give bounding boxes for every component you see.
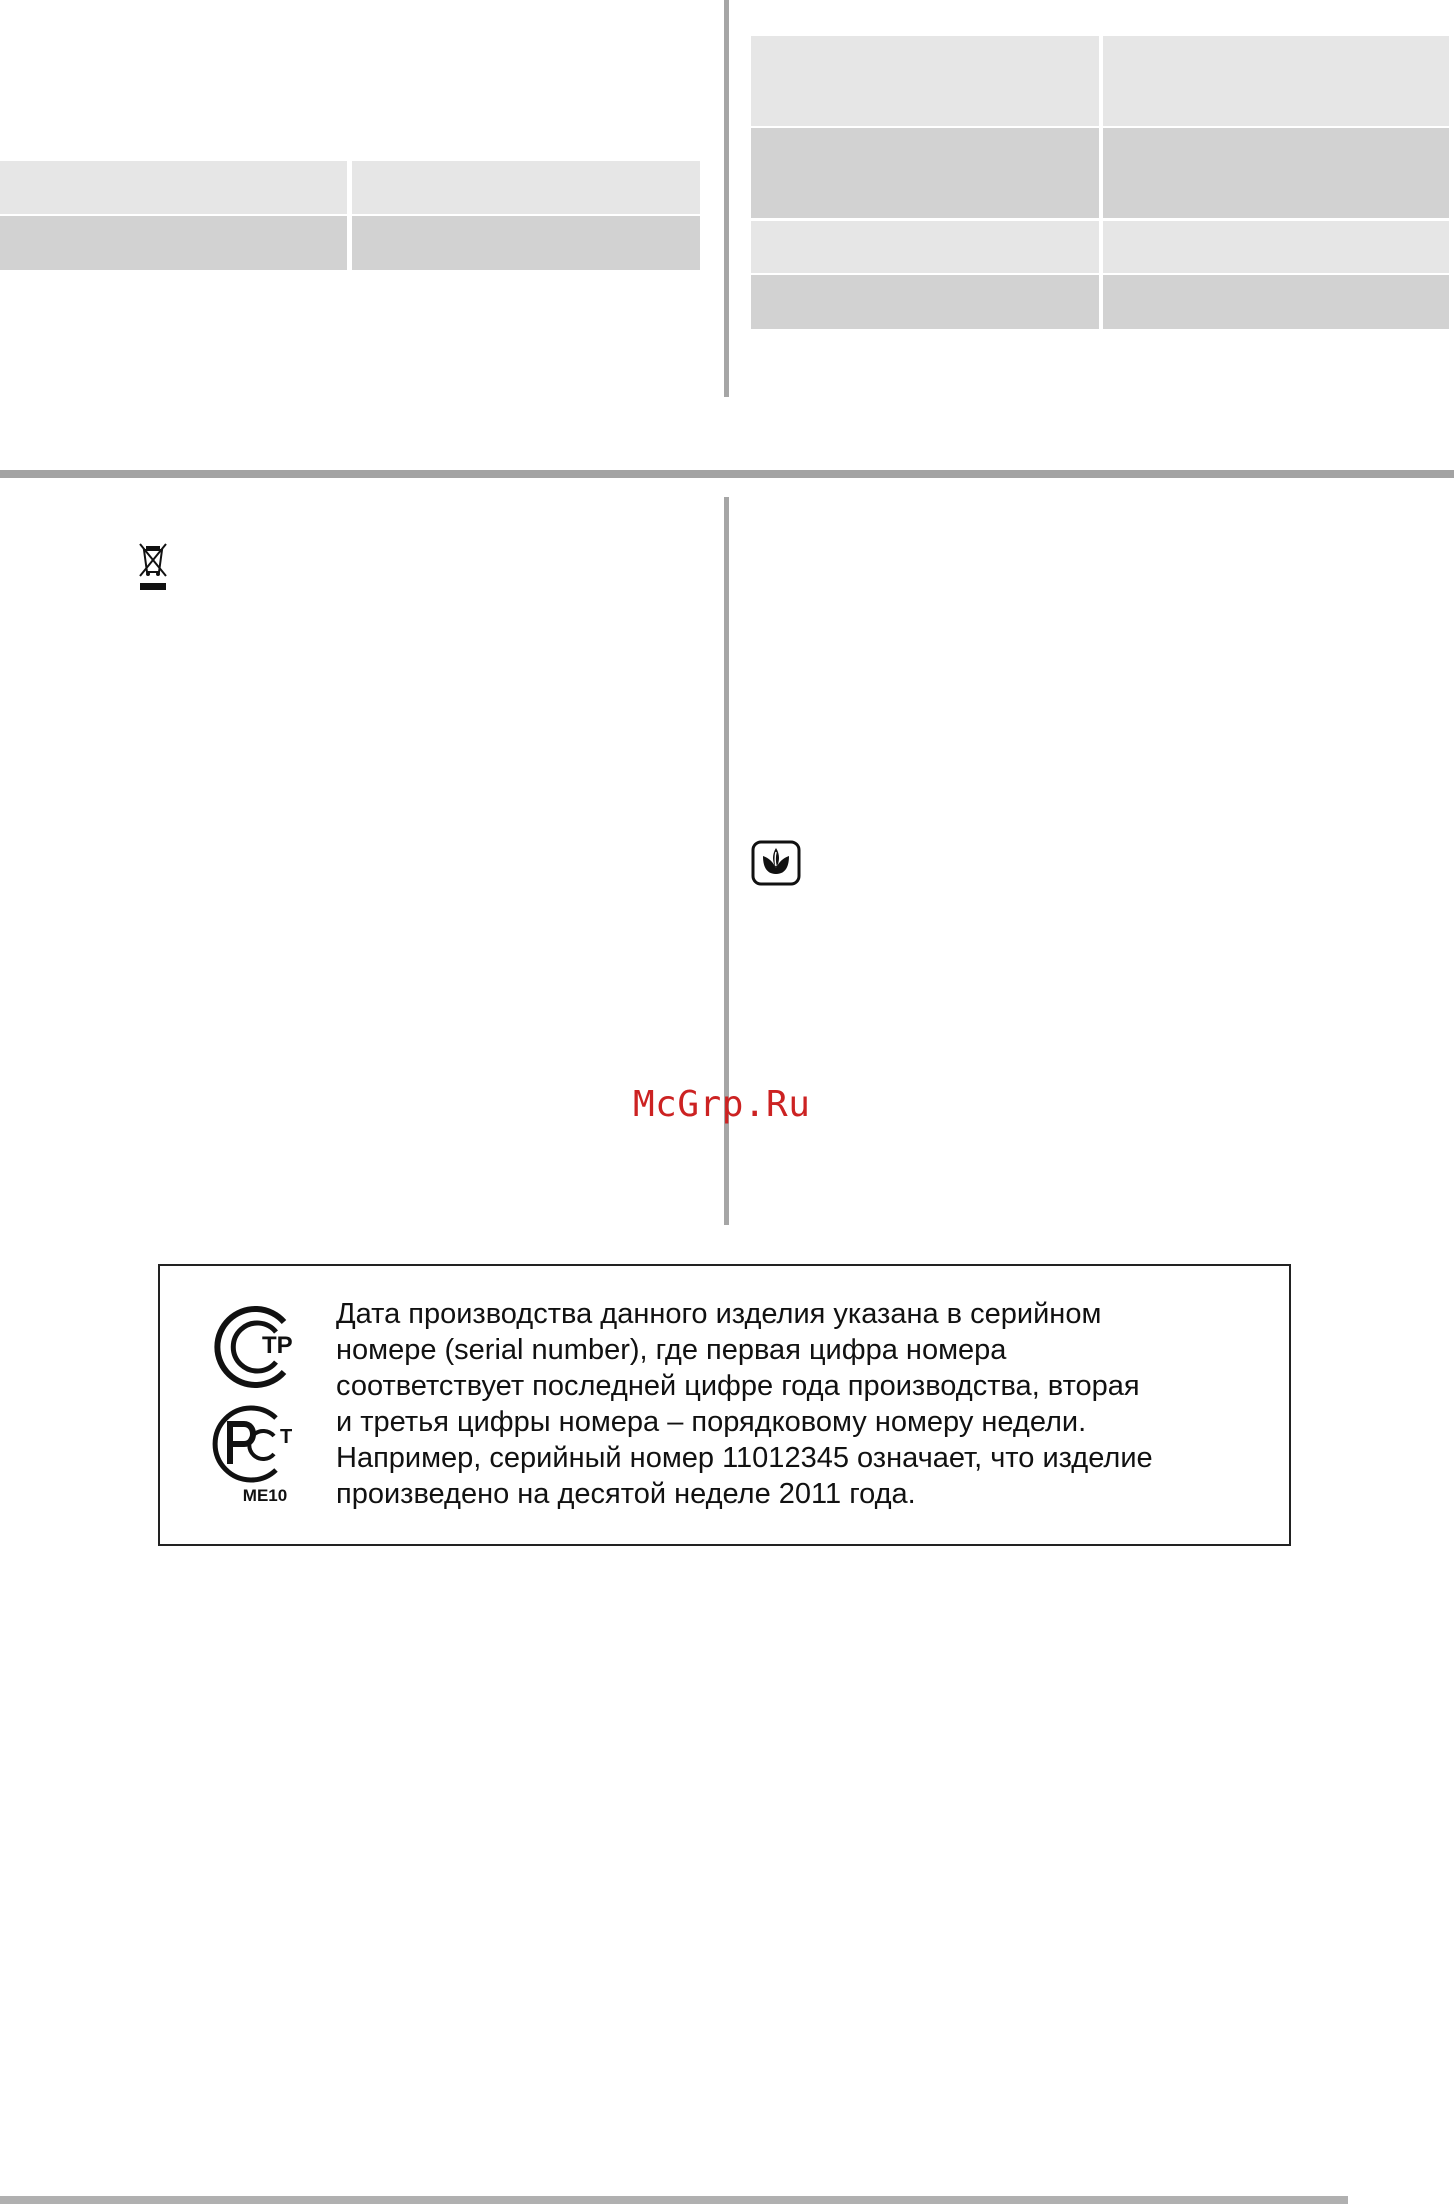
table-cell <box>0 161 347 214</box>
notice-line: соответствует последней цифре года производства, вторая <box>336 1370 1140 1402</box>
notice-line: произведено на десятой неделе 2011 года. <box>336 1478 916 1510</box>
gost-logo-letter: Т <box>280 1426 293 1448</box>
table-cell <box>1103 275 1449 329</box>
gost-certification-logo <box>206 1402 310 1486</box>
table-cell <box>751 275 1099 329</box>
section-divider <box>0 470 1454 478</box>
table-cell <box>751 128 1099 218</box>
notice-line: Дата производства данного изделия указана в серийном <box>336 1298 1102 1330</box>
notice-line: и третья цифры номера – порядковому номеру недели. <box>336 1406 1087 1438</box>
production-date-notice <box>158 1264 1291 1546</box>
table-cell <box>352 216 700 270</box>
gost-code-label: ME10 <box>242 1486 288 1505</box>
table-cell <box>352 161 700 214</box>
table-cell <box>751 221 1099 273</box>
notice-line: номере (serial number), где первая цифра номера <box>336 1334 1007 1366</box>
column-divider-top <box>724 0 729 397</box>
table-cell <box>0 216 347 270</box>
notice-line: Например, серийный номер 11012345 означает, что изделие <box>336 1442 1153 1474</box>
ctr-certification-logo <box>206 1302 306 1392</box>
footer-rule <box>0 2196 1348 2204</box>
environment-flower-icon <box>751 840 801 886</box>
ctr-logo-letters: ТР <box>262 1332 293 1359</box>
table-cell <box>1103 36 1449 126</box>
crossed-out-wheelie-bin-icon <box>136 540 172 592</box>
table-cell <box>1103 221 1449 273</box>
table-cell <box>1103 128 1449 218</box>
watermark: McGrp.Ru <box>633 1084 811 1125</box>
notice-text <box>336 1296 1276 1512</box>
table-cell <box>751 36 1099 126</box>
